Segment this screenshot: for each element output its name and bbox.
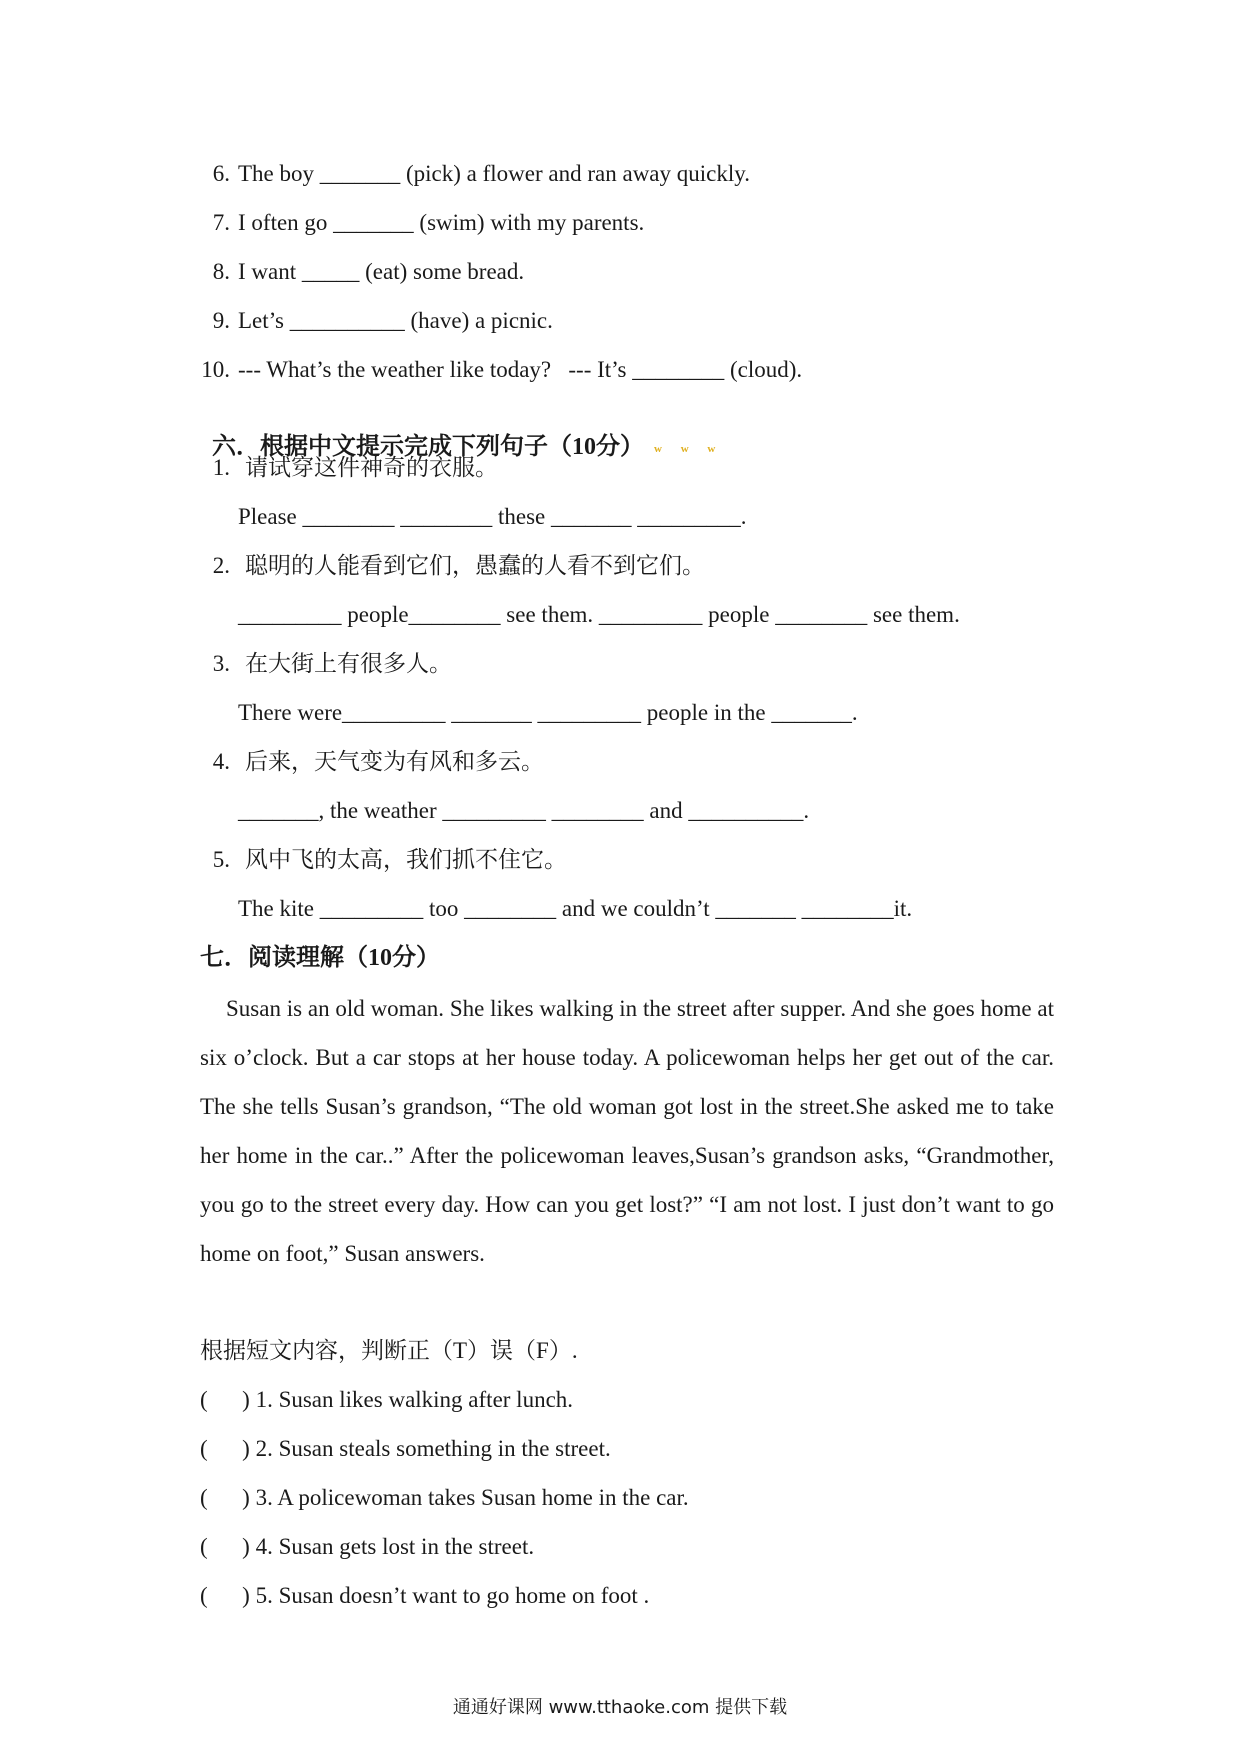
tf-question: ( ) 3. A policewoman takes Susan home in the car.	[200, 1485, 689, 1510]
chinese-prompt: 后来，天气变为有风和多云。	[245, 749, 544, 774]
english-blank-sentence: _________ people________ see them. _________ people ________ see them.	[238, 602, 960, 627]
item-text: Let’s __________ (have) a picnic.	[238, 308, 553, 333]
chinese-prompt: 风中飞的太高，我们抓不住它。	[245, 847, 567, 872]
item-text: I often go _______ (swim) with my parents.	[238, 210, 645, 235]
reading-passage: Susan is an old woman. She likes walking in the street after supper. And she goes home at six o’clock. But a car stops at her house today. A policewoman helps her get out of the car. The she tells Susan’s grandson, “The old woman got lost in the street.She asked me to take her home in the car..” After the policewoman leaves,Susan’s grandson asks, “Grandmother, you go to the street every day. How can you get lost?” “I am not lost. I just don’t want to go home on foot,” Susan answers.	[200, 996, 1054, 1266]
english-blank-sentence: The kite _________ too ________ and we couldn’t _______ ________it.	[238, 896, 913, 921]
english-blank-sentence: _______, the weather _________ ________ and __________.	[238, 798, 810, 823]
page-footer: 通通好课网 www.tthaoke.com 提供下载	[452, 1697, 788, 1718]
tf-question: ( ) 4. Susan gets lost in the street.	[200, 1534, 535, 1559]
chinese-prompt: 聪明的人能看到它们，愚蠢的人看不到它们。	[245, 553, 705, 578]
item-text: --- What’s the weather like today? --- It’s ________ (cloud).	[238, 357, 803, 382]
watermark-mark: w w w	[654, 443, 724, 455]
tf-question: ( ) 2. Susan steals something in the street.	[200, 1436, 611, 1461]
item-number: 9.	[212, 308, 230, 333]
item-number: 10.	[201, 357, 230, 382]
section-6-title: 六．根据中文提示完成下列句子（10分）	[212, 434, 644, 460]
item-number: 5.	[212, 847, 230, 872]
chinese-prompt: 请试穿这件神奇的衣服。	[245, 455, 498, 480]
item-number: 3.	[212, 651, 230, 676]
item-text: The boy _______ (pick) a flower and ran away quickly.	[238, 161, 751, 186]
english-blank-sentence: Please ________ ________ these _______ _________.	[238, 504, 747, 529]
item-number: 6.	[212, 161, 230, 186]
english-blank-sentence: There were_________ _______ _________ people in the _______.	[238, 700, 858, 725]
chinese-prompt: 在大街上有很多人。	[245, 651, 452, 676]
item-number: 1.	[212, 455, 230, 480]
section-7-heading: 七．阅读理解（10分）	[200, 945, 440, 971]
true-false-instruction: 根据短文内容，判断正（T）误（F）.	[200, 1338, 578, 1363]
item-number: 7.	[212, 210, 230, 235]
item-number: 4.	[212, 749, 230, 774]
item-text: I want _____ (eat) some bread.	[238, 259, 525, 284]
item-number: 8.	[212, 259, 230, 284]
tf-question: ( ) 1. Susan likes walking after lunch.	[200, 1387, 574, 1412]
tf-question: ( ) 5. Susan doesn’t want to go home on foot .	[200, 1583, 650, 1608]
item-number: 2.	[212, 553, 230, 578]
